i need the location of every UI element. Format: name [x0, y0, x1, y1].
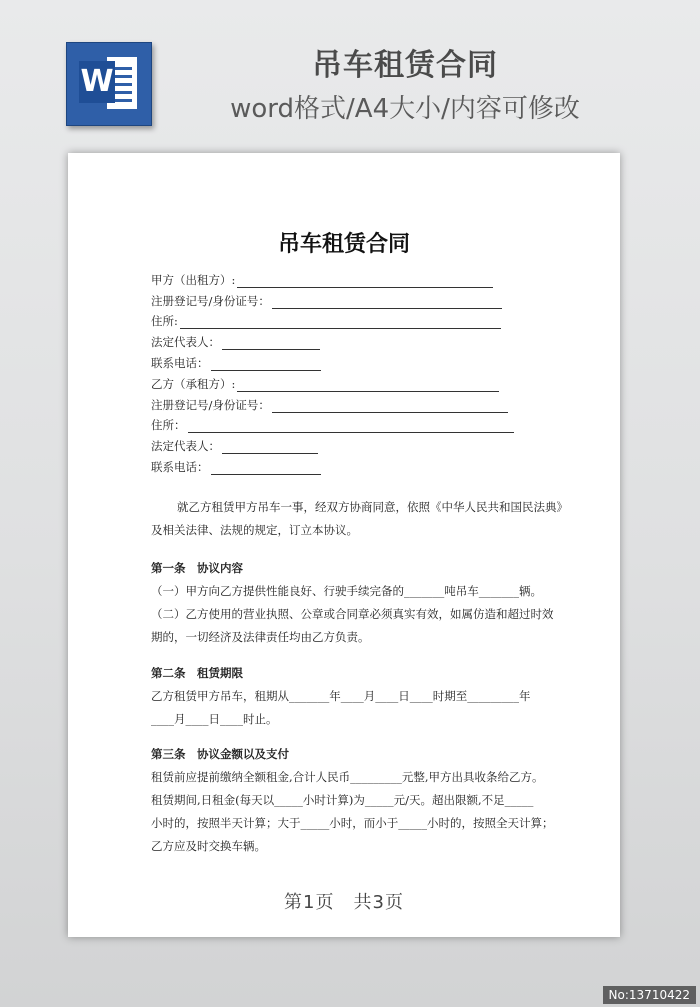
- section-heading: 第一条 协议内容: [151, 561, 243, 575]
- section-2: [151, 662, 551, 731]
- section-3: [151, 743, 554, 858]
- section-heading: 第三条 协议金额以及支付: [151, 747, 289, 761]
- party-field: [151, 267, 591, 288]
- image-id-tag: No:13710422: [603, 986, 696, 1004]
- intro-paragraph: [151, 496, 568, 542]
- fill-in-line[interactable]: [272, 398, 508, 413]
- party-field: [151, 329, 591, 350]
- field-label: 联系电话：: [151, 355, 209, 370]
- intro-line: 及相关法律、法规的规定，订立本协议。: [151, 523, 358, 537]
- word-doc-icon: [66, 42, 152, 126]
- fill-in-line[interactable]: [222, 439, 318, 454]
- page-indicator: 第1页 共3页: [284, 892, 404, 913]
- section-line: 租赁前应提前缴纳全额租金,合计人民币_________元整,甲方出具收条给乙方。: [151, 770, 544, 784]
- section-line: 乙方应及时交换车辆。: [151, 839, 266, 853]
- section-line: 租赁期间,日租金(每天以_____小时计算)为_____元/天。超出限额,不足_____: [151, 793, 534, 807]
- fill-in-line[interactable]: [211, 460, 321, 475]
- field-label: 法定代表人：: [151, 439, 220, 454]
- field-label: 联系电话：: [151, 459, 209, 474]
- party-info-block: [151, 267, 591, 475]
- party-field: [151, 350, 591, 371]
- section-line: ____月____日____时止。: [151, 712, 278, 726]
- document-page: [68, 153, 620, 937]
- section-line: 乙方租赁甲方吊车，租期从_______年____月____日____时期至_________年: [151, 689, 531, 703]
- party-field: [151, 392, 591, 413]
- field-label: 法定代表人：: [151, 335, 220, 350]
- party-field: [151, 413, 591, 434]
- fill-in-line[interactable]: [237, 377, 499, 392]
- section-line: （二）乙方使用的营业执照、公章或合同章必须真实有效，如属仿造和超过时效: [151, 607, 554, 621]
- party-field: [151, 433, 591, 454]
- section-1: [151, 557, 554, 649]
- field-label: 住所：: [151, 418, 186, 433]
- document-title: 吊车租赁合同: [277, 231, 410, 257]
- intro-line: 就乙方租赁甲方吊车一事，经双方协商同意，依照《中华人民共和国民法典》: [177, 500, 568, 514]
- field-label: 注册登记号/身份证号：: [151, 397, 270, 412]
- fill-in-line[interactable]: [180, 314, 501, 329]
- party-field: [151, 288, 591, 309]
- fill-in-line[interactable]: [188, 418, 514, 433]
- fill-in-line[interactable]: [211, 356, 321, 371]
- field-label: 乙方（承租方）:: [151, 376, 236, 391]
- fill-in-line[interactable]: [222, 335, 320, 350]
- field-label: 注册登记号/身份证号：: [151, 293, 270, 308]
- banner-subtitle: word格式/A4大小/内容可修改: [230, 94, 580, 124]
- party-field: [151, 454, 591, 475]
- party-field: [151, 309, 591, 330]
- field-label: 甲方（出租方）:: [151, 272, 236, 287]
- party-field: [151, 371, 591, 392]
- section-line: （一）甲方向乙方提供性能良好、行驶手续完备的_______吨吊车_______辆。: [151, 584, 542, 598]
- word-letter-badge: W: [79, 61, 115, 103]
- field-label: 住所:: [151, 314, 178, 329]
- section-line: 期的，一切经济及法律责任均由乙方负责。: [151, 630, 370, 644]
- fill-in-line[interactable]: [272, 294, 502, 309]
- banner-title: 吊车租赁合同: [312, 48, 498, 83]
- section-line: 小时的，按照半天计算；大于_____小时，而小于_____小时的，按照全天计算；: [151, 816, 554, 830]
- fill-in-line[interactable]: [237, 273, 493, 288]
- section-heading: 第二条 租赁期限: [151, 666, 243, 680]
